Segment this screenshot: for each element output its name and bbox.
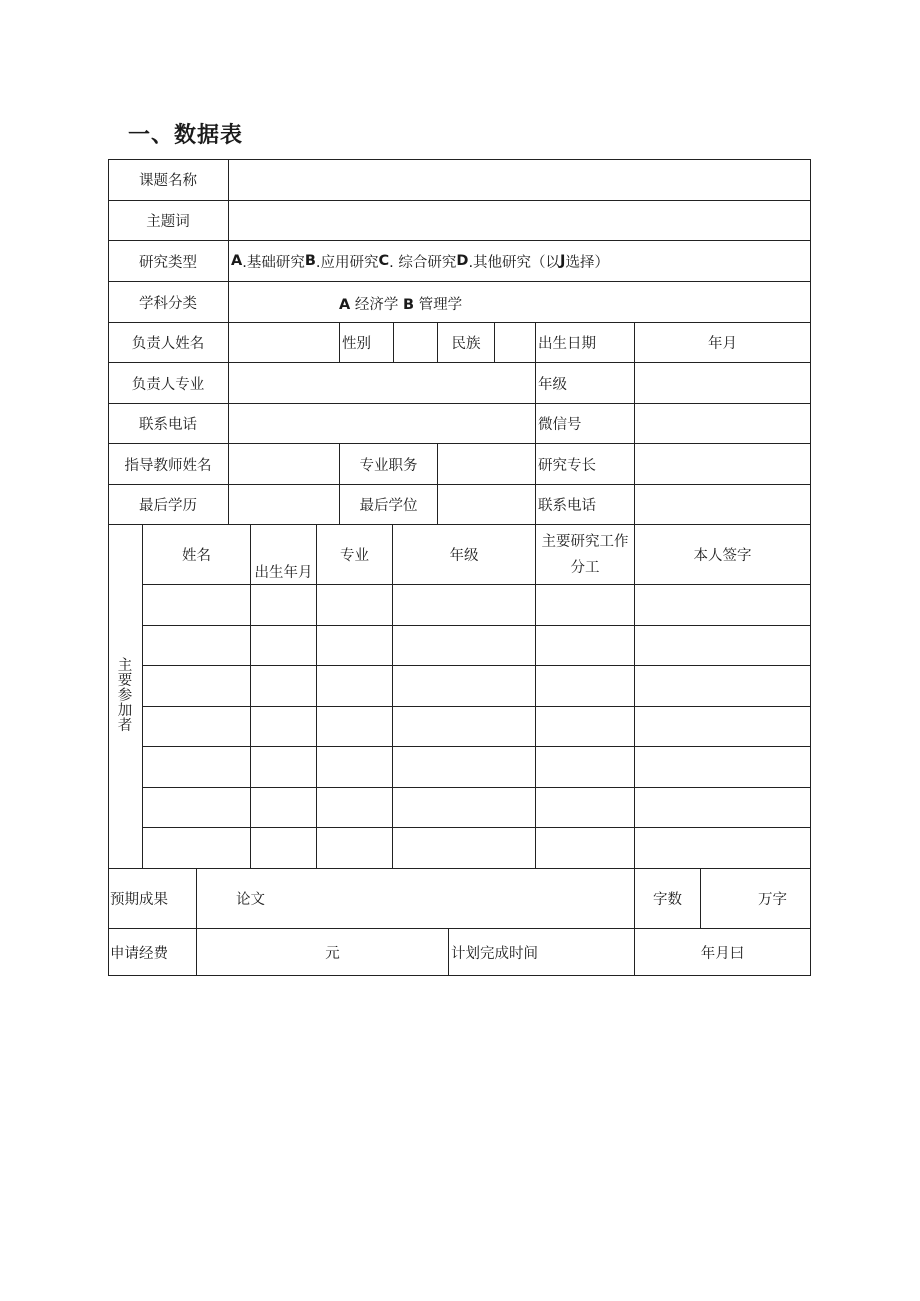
research-type-selection-note: 选择） (565, 254, 609, 271)
participants-header-name: 姓名 (143, 525, 251, 585)
participants-label-char: 者 (117, 718, 133, 734)
participant-cell-grade[interactable] (393, 707, 536, 747)
participant-cell-duty[interactable] (536, 585, 635, 626)
participant-cell-name[interactable] (143, 788, 251, 828)
participant-cell-name[interactable] (143, 707, 251, 747)
participant-cell-signature[interactable] (635, 585, 811, 626)
research-type-option-a-letter: A (231, 253, 243, 269)
participants-header-birth-text: 出生年月 (254, 565, 313, 581)
leader-major-field[interactable] (229, 363, 536, 404)
professional-title-field[interactable] (438, 444, 536, 485)
research-type-option-d-letter: D (456, 253, 469, 269)
participant-cell-name[interactable] (143, 626, 251, 666)
wechat-field[interactable] (635, 404, 811, 444)
discipline-option-a-text: 经济学 (350, 297, 403, 313)
research-type-options[interactable] (229, 241, 811, 282)
topic-name-field[interactable] (229, 159, 811, 201)
participant-cell-grade[interactable] (393, 747, 536, 788)
expected-result-value: 论文 (236, 892, 265, 908)
discipline-option-b-text: 管理学 (414, 297, 463, 313)
grade-label: 年级 (536, 363, 635, 404)
participant-cell-grade[interactable] (393, 828, 536, 869)
phone-label: 联系电话 (108, 404, 229, 444)
word-count-field[interactable] (701, 869, 811, 929)
funding-field[interactable] (197, 929, 449, 976)
participant-cell-grade[interactable] (393, 585, 536, 626)
discipline-option-a-letter: A (339, 297, 351, 313)
highest-education-field[interactable] (229, 485, 340, 525)
participant-cell-duty[interactable] (536, 828, 635, 869)
participant-cell-signature[interactable] (635, 788, 811, 828)
participant-cell-name[interactable] (143, 585, 251, 626)
participant-cell-grade[interactable] (393, 788, 536, 828)
research-type-option-c-text: . 综合研究 (389, 254, 457, 271)
participants-header-duty-line1: 主要研究工作 (541, 533, 629, 550)
participant-cell-duty[interactable] (536, 747, 635, 788)
advisor-name-label: 指导教师姓名 (108, 444, 229, 485)
participant-cell-duty[interactable] (536, 666, 635, 707)
advisor-name-field[interactable] (229, 444, 340, 485)
participant-cell-major[interactable] (317, 788, 393, 828)
leader-name-field[interactable] (229, 323, 340, 363)
participant-cell-major[interactable] (317, 626, 393, 666)
participants-header-duty-line2: 分工 (570, 559, 600, 576)
word-count-unit: 万字 (758, 892, 787, 908)
participant-cell-signature[interactable] (635, 828, 811, 869)
participant-cell-name[interactable] (143, 828, 251, 869)
participant-cell-major[interactable] (317, 828, 393, 869)
participants-label-char: 加 (117, 703, 133, 719)
ethnicity-field[interactable] (495, 323, 536, 363)
planned-completion-field[interactable] (635, 929, 811, 976)
participant-cell-duty[interactable] (536, 626, 635, 666)
participant-cell-signature[interactable] (635, 747, 811, 788)
topic-name-label: 课题名称 (108, 159, 229, 201)
research-specialty-field[interactable] (635, 444, 811, 485)
highest-education-label: 最后学历 (108, 485, 229, 525)
participant-cell-duty[interactable] (536, 707, 635, 747)
leader-major-label: 负责人专业 (108, 363, 229, 404)
research-type-option-d-text: .其他研究（以 (468, 254, 561, 271)
participants-header-major: 专业 (317, 525, 393, 585)
participant-cell-signature[interactable] (635, 707, 811, 747)
keywords-field[interactable] (229, 201, 811, 241)
funding-label: 申请经费 (108, 929, 197, 976)
research-type-selection-mark: J (560, 253, 566, 269)
research-type-label: 研究类型 (108, 241, 229, 282)
research-specialty-label: 研究专长 (536, 444, 635, 485)
discipline-label: 学科分类 (108, 282, 229, 323)
participant-cell-major[interactable] (317, 747, 393, 788)
planned-completion-label: 计划完成时间 (449, 929, 635, 976)
planned-completion-unit: 年月曰 (700, 945, 745, 962)
phone-field[interactable] (229, 404, 536, 444)
participants-header-duty (536, 525, 635, 585)
participant-cell-major[interactable] (317, 707, 393, 747)
participants-label-char: 要 (117, 673, 133, 689)
participant-cell-birth[interactable] (251, 585, 317, 626)
wechat-label: 微信号 (536, 404, 635, 444)
birth-date-field[interactable]: 年月 (635, 323, 811, 363)
professional-title-label: 专业职务 (340, 444, 438, 485)
expected-result-label: 预期成果 (108, 869, 197, 929)
gender-label: 性别 (340, 323, 394, 363)
participant-cell-duty[interactable] (536, 788, 635, 828)
keywords-label: 主题词 (108, 201, 229, 241)
research-type-option-c-letter: C (378, 253, 390, 269)
birth-date-label: 出生日期 (536, 323, 635, 363)
participants-header-birth (251, 525, 317, 585)
participant-cell-birth[interactable] (251, 747, 317, 788)
research-type-option-a-text: .基础研究 (242, 254, 305, 271)
funding-unit: 元 (325, 945, 340, 962)
participants-section-label (108, 525, 143, 869)
participant-cell-birth[interactable] (251, 828, 317, 869)
research-type-option-b-letter: B (304, 253, 316, 269)
participant-cell-name[interactable] (143, 747, 251, 788)
participant-cell-name[interactable] (143, 666, 251, 707)
page-title: 一、数据表 (128, 123, 244, 148)
research-type-option-b-text: .应用研究 (315, 254, 379, 271)
leader-name-label: 负责人姓名 (108, 323, 229, 363)
participants-label-char: 主 (117, 658, 133, 674)
participants-header-signature: 本人签字 (635, 525, 811, 585)
highest-degree-label: 最后学位 (340, 485, 438, 525)
participants-label-char: 参 (117, 688, 133, 704)
gender-field[interactable] (394, 323, 438, 363)
participant-cell-birth[interactable] (251, 626, 317, 666)
ethnicity-label: 民族 (438, 323, 495, 363)
participant-cell-birth[interactable] (251, 666, 317, 707)
participant-cell-grade[interactable] (393, 626, 536, 666)
advisor-phone-label: 联系电话 (536, 485, 635, 525)
discipline-field[interactable] (229, 282, 811, 323)
participant-cell-birth[interactable] (251, 788, 317, 828)
participant-cell-grade[interactable] (393, 666, 536, 707)
highest-degree-field[interactable] (438, 485, 536, 525)
word-count-label: 字数 (635, 869, 701, 929)
participant-cell-major[interactable] (317, 585, 393, 626)
participant-cell-signature[interactable] (635, 666, 811, 707)
discipline-options[interactable] (339, 293, 462, 314)
discipline-option-b-letter: B (402, 297, 415, 313)
advisor-phone-field[interactable] (635, 485, 811, 525)
expected-result-field[interactable] (197, 869, 635, 929)
participant-cell-signature[interactable] (635, 626, 811, 666)
participant-cell-major[interactable] (317, 666, 393, 707)
grade-field[interactable] (635, 363, 811, 404)
participants-header-grade: 年级 (393, 525, 536, 585)
participant-cell-birth[interactable] (251, 707, 317, 747)
